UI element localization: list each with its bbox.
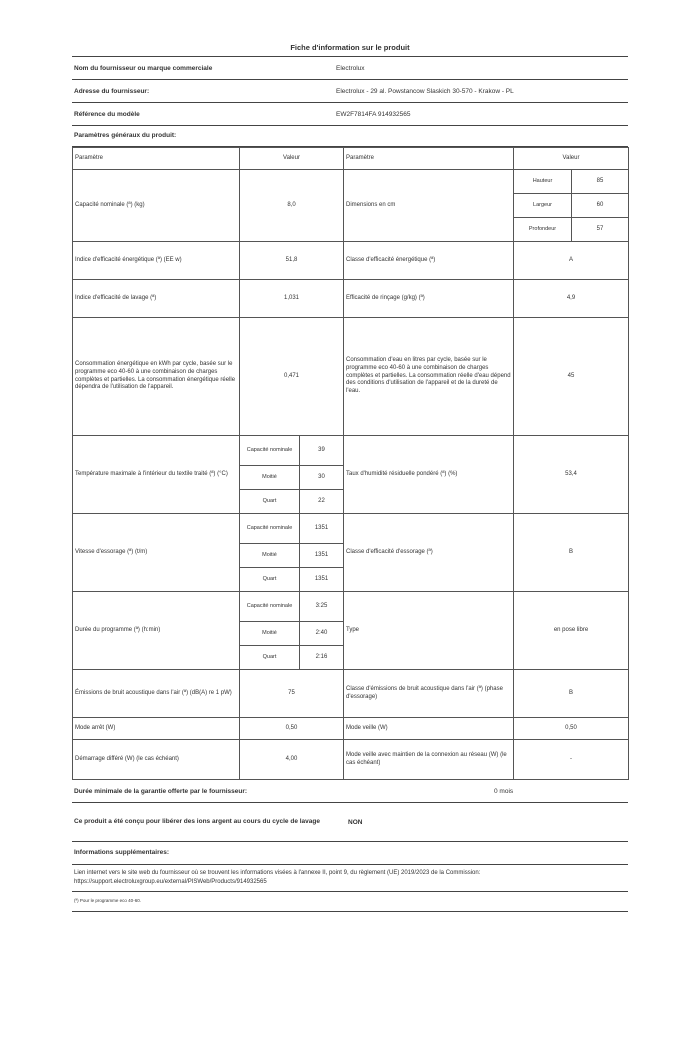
column-header: Valeur [240,148,344,170]
eei-value: 51,8 [240,242,344,280]
energy-consumption-label: Consommation énergétique en kWh par cycle, basée sur le programme eco 40-60 à une combinaison de charges complètes et partielles. La consommation énergétique réelle dépendra de l'utilisation de l'appareil. [73,318,240,436]
type-label: Type [344,592,514,670]
humidity-label: Taux d'humidité résiduelle pondéré (ª) (%) [344,436,514,514]
table-row [73,514,629,544]
table-row [73,740,629,780]
noise-value: 75 [240,670,344,718]
warranty-value: 0 mois [494,787,514,795]
height-label: Hauteur [514,170,572,194]
model-reference-label: Référence du modèle [74,110,140,118]
table-row [73,280,629,318]
table-header-row [73,148,629,170]
silver-ions-value: NON [348,818,363,826]
height-value: 85 [572,170,629,194]
sub-label: Capacité nominale [240,592,300,622]
noise-class-label: Classe d'émissions de bruit acoustique dans l'air (ª) (phase d'essorage) [344,670,514,718]
footnote: (ª) Pour le programme eco 40-60. [72,892,628,912]
supplier-address-row [72,80,628,103]
energy-class-label: Classe d'efficacité énergétique (ª) [344,242,514,280]
column-header: Paramètre [344,148,514,170]
parameters-table [72,147,629,780]
energy-consumption-value: 0,471 [240,318,344,436]
delay-start-value: 4,00 [240,740,344,780]
depth-value: 57 [572,218,629,242]
width-value: 60 [572,194,629,218]
sub-label: Moitié [240,544,300,568]
supplier-name-label: Nom du fournisseur ou marque commerciale [74,64,213,72]
warranty-label: Durée minimale de la garantie offerte par le fournisseur: [74,787,248,795]
networked-standby-value: - [514,740,629,780]
model-reference-value: EW2F7814FA 914932565 [336,110,411,118]
spin-class-label: Classe d'efficacité d'essorage (ª) [344,514,514,592]
off-mode-label: Mode arrêt (W) [73,718,240,740]
spin-class-value: B [514,514,629,592]
rinse-label: Efficacité de rinçage (g/kg) (ª) [344,280,514,318]
extra-info-text: Lien internet vers le site web du fournisseur où se trouvent les informations visées à l'annexe II, point 9, du règlement (UE) 2019/2023 de la Commission: https://support.electroluxgroup.eu/external/PISWeb/Products/914932565 [72,865,628,892]
sub-value: 2:40 [300,622,344,646]
networked-standby-label: Mode veille avec maintien de la connexion au réseau (W) (le cas échéant) [344,740,514,780]
noise-class-value: B [514,670,629,718]
sub-label: Quart [240,646,300,670]
standby-label: Mode veille (W) [344,718,514,740]
sub-label: Quart [240,490,300,514]
humidity-value: 53,4 [514,436,629,514]
table-row [73,670,629,718]
table-row [73,318,629,436]
sub-label: Capacité nominale [240,514,300,544]
sub-label: Quart [240,568,300,592]
water-consumption-label: Consommation d'eau en litres par cycle, basée sur le programme eco 40-60 à une combinaison de charges complètes et partielles. La consommation réelle d'eau dépend des conditions d'utilisation de l'appareil et de la dureté de l'eau. [344,318,514,436]
sub-label: Moitié [240,466,300,490]
general-params-title: Paramètres généraux du produit: [72,126,628,147]
eei-label: Indice d'efficacité énergétique (ª) (EE w) [73,242,240,280]
width-label: Largeur [514,194,572,218]
max-temp-label: Température maximale à l'intérieur du textile traité (ª) (°C) [73,436,240,514]
supplier-address-value: Electrolux - 29 al. Powstancow Slaskich 30-570 - Krakow - PL [336,87,514,95]
table-row [73,242,629,280]
energy-class-value: A [514,242,629,280]
product-information-sheet [72,40,628,912]
rinse-value: 4,9 [514,280,629,318]
noise-label: Émissions de bruit acoustique dans l'air (ª) (dB(A) re 1 pW) [73,670,240,718]
supplier-name-row [72,57,628,80]
silver-ions-row [72,803,628,842]
water-consumption-value: 45 [514,318,629,436]
sub-value: 30 [300,466,344,490]
document-title: Fiche d'information sur le produit [290,43,410,52]
sub-value: 3:25 [300,592,344,622]
sub-label: Capacité nominale [240,436,300,466]
sub-value: 1351 [300,514,344,544]
sub-value: 1351 [300,544,344,568]
wash-index-label: Indice d'efficacité de lavage (ª) [73,280,240,318]
sub-value: 2:16 [300,646,344,670]
table-row [73,718,629,740]
capacity-value: 8,0 [240,170,344,242]
model-reference-row [72,103,628,126]
supplier-name-value: Electrolux [336,64,365,72]
table-row [73,592,629,622]
spin-speed-label: Vitesse d'essorage (ª) (t/m) [73,514,240,592]
dimensions-label: Dimensions en cm [344,170,514,242]
supplier-address-label: Adresse du fournisseur: [74,87,150,95]
sub-label: Moitié [240,622,300,646]
duration-label: Durée du programme (ª) (h:min) [73,592,240,670]
warranty-row [72,780,628,803]
sub-value: 1351 [300,568,344,592]
depth-label: Profondeur [514,218,572,242]
sub-value: 22 [300,490,344,514]
delay-start-label: Démarrage différé (W) (le cas échéant) [73,740,240,780]
sub-value: 39 [300,436,344,466]
table-row [73,436,629,466]
capacity-label: Capacité nominale (ª) (kg) [73,170,240,242]
column-header: Paramètre [73,148,240,170]
column-header: Valeur [514,148,629,170]
type-value: en pose libre [514,592,629,670]
extra-info-title: Informations supplémentaires: [72,842,628,865]
off-mode-value: 0,50 [240,718,344,740]
silver-ions-label: Ce produit a été conçu pour libérer des ions argent au cours du cycle de lavage [74,818,320,826]
wash-index-value: 1,031 [240,280,344,318]
standby-value: 0,50 [514,718,629,740]
table-row [73,170,629,194]
